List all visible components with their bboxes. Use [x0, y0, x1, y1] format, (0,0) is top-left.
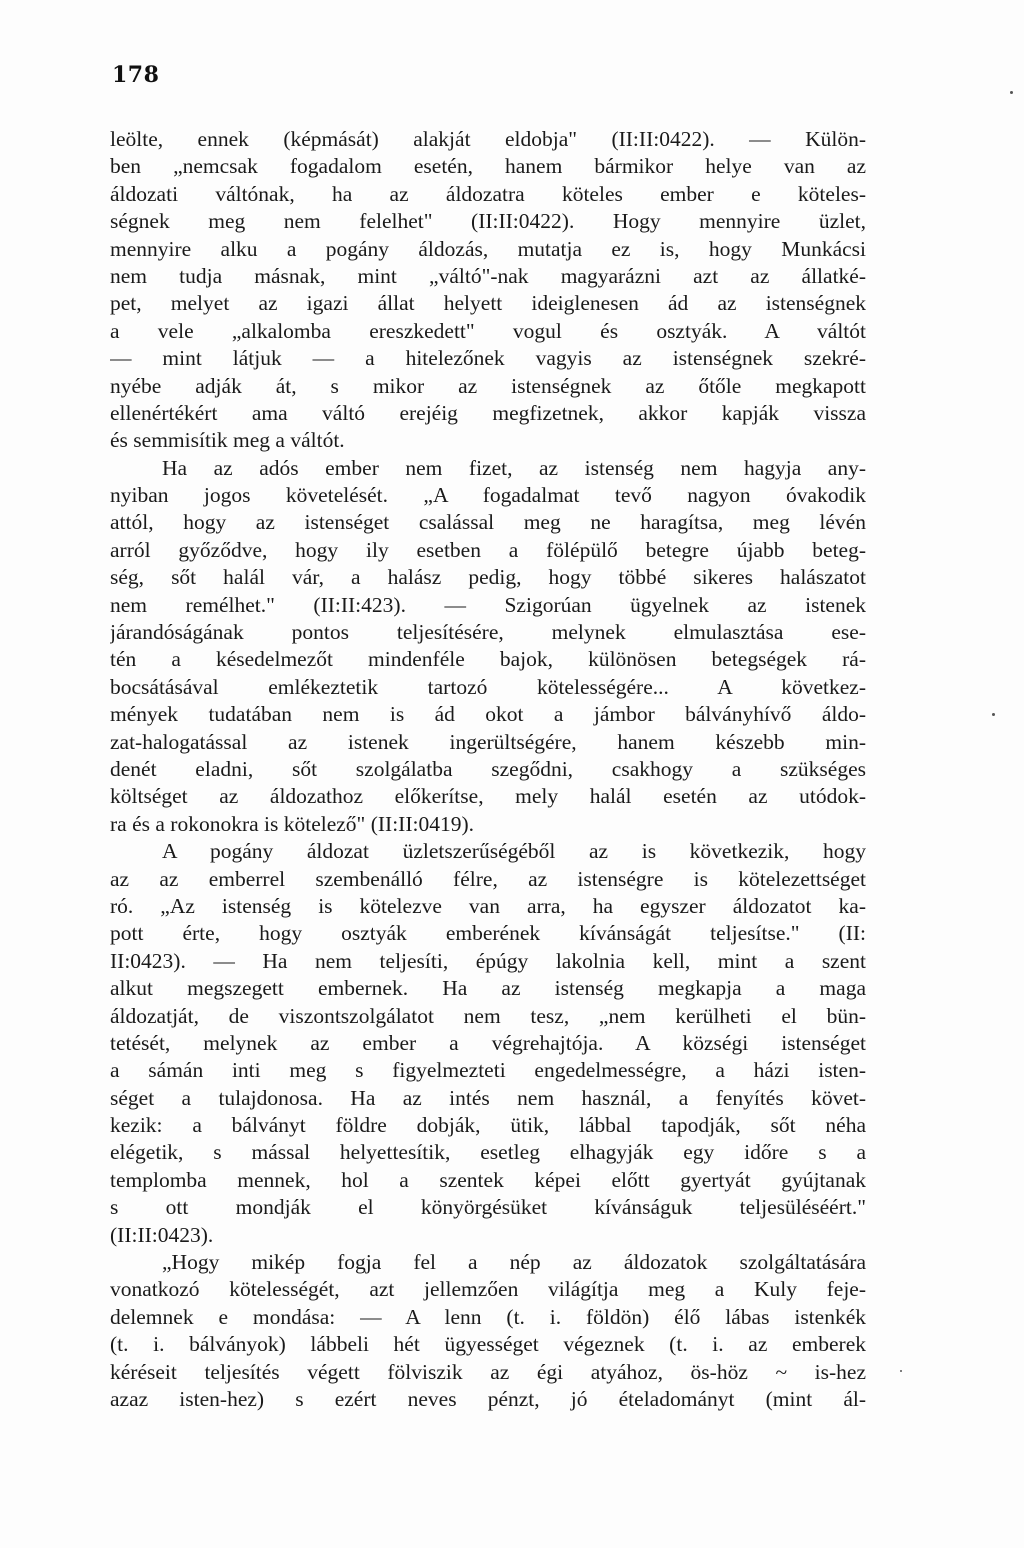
- text-line: azaz isten-hez) s ezért neves pénzt, jó ételadományt (mint ál-: [110, 1386, 866, 1411]
- text-line: és semmisítik meg a váltót.: [110, 428, 345, 453]
- text-line: a vele „alkalomba ereszkedett" vogul és osztyák. A váltót: [110, 318, 866, 343]
- text-line: leölte, ennek (képmását) alakját eldobja" (II:II:0422). — Külön-: [110, 127, 866, 151]
- text-line: — mint látjuk — a hitelezőnek vagyis az istenségnek szekré-: [110, 346, 866, 371]
- text-line: ró. „Az istenség is kötelezve van arra, ha egyszer áldozatot ka-: [110, 893, 866, 918]
- paragraph-start-line: Ha az adós ember nem fizet, az istenség nem hagyja any-: [162, 455, 866, 480]
- text-line: II:0423). — Ha nem teljesíti, épúgy lakolnia kell, mint a szent: [110, 948, 866, 973]
- text-line: nyébe adják át, s mikor az istenségnek az őtőle megkapott: [110, 373, 866, 398]
- print-speck: [992, 713, 995, 716]
- paragraph-start-line: „Hogy mikép fogja fel a nép az áldozatok szolgáltatására: [162, 1250, 866, 1275]
- text-line: delemnek e mondása: — A lenn (t. i. földön) élő lábas istenkék: [110, 1304, 866, 1329]
- text-line: tetését, melynek az ember a végrehajtója. A községi istenséget: [110, 1030, 866, 1055]
- text-line: arról győződve, hogy ily esetben a fölépülő betegre újabb beteg-: [110, 537, 866, 562]
- print-speck: [1010, 91, 1013, 94]
- text-line: (t. i. bálványok) lábbeli hét ügyességet végeznek (t. i. az emberek: [110, 1332, 866, 1357]
- text-line: vonatkozó kötelességét, azt jellemzően világítja meg a Kuly feje-: [110, 1277, 866, 1302]
- body-text: [110, 126, 866, 1413]
- text-line: mények tudatában nem is ád okot a jámbor bálványhívő áldo-: [110, 702, 866, 727]
- text-line: a sámán inti meg s figyelmezteti engedelmességre, a házi isten-: [110, 1058, 866, 1083]
- text-line: attól, hogy az istenséget csalással meg ne haragítsa, meg lévén: [110, 510, 866, 535]
- text-line: kéréseit teljesítés végett fölviszik az égi atyához, ös-höz ~ is-hez: [110, 1359, 866, 1384]
- text-line: járandóságának pontos teljesítésére, melynek elmulasztása ese-: [110, 620, 866, 645]
- text-line: mennyire alku a pogány áldozás, mutatja ez is, hogy Munkácsi: [110, 236, 866, 261]
- text-line: nem tudja másnak, mint „váltó"-nak magyarázni azt az állatké-: [110, 263, 866, 288]
- text-line: nem remélhet." (II:II:423). — Szigorúan ügyelnek az istenek: [110, 592, 866, 617]
- text-line: zat-halogatással az istenek ingerültségére, hanem készebb min-: [110, 729, 866, 754]
- text-line: pott érte, hogy osztyák emberének kívánságát teljesítse." (II:: [110, 921, 866, 946]
- text-line: nyiban jogos követelését. „A fogadalmat tevő nagyon óvakodik: [110, 483, 866, 508]
- text-line: templomba mennek, hol a szentek képei előtt gyertyát gyújtanak: [110, 1167, 866, 1192]
- page-number: 178: [112, 62, 160, 88]
- text-line: tén a késedelmezőt mindenféle bajok, különösen betegségek rá-: [110, 647, 866, 672]
- text-line: s ott mondják el könyörgésüket kívánságuk teljesüléséért.": [110, 1195, 866, 1220]
- text-line: ségnek meg nem felelhet" (II:II:0422). Hogy mennyire üzlet,: [110, 209, 866, 234]
- text-line: az az emberrel szembenálló félre, az istenségre is kötelezettséget: [110, 866, 866, 891]
- text-line: ra és a rokonokra is kötelező" (II:II:0419).: [110, 811, 474, 836]
- text-line: (II:II:0423).: [110, 1222, 214, 1247]
- text-line: kezik: a bálványt földre dobják, ütik, lábbal tapodják, sőt néha: [110, 1113, 866, 1138]
- text-line: denét eladni, sőt szolgálatba szegődni, csakhogy a szükséges: [110, 756, 866, 781]
- text-line: pet, melyet az igazi állat helyett ideiglenesen ád az istenségnek: [110, 291, 866, 316]
- text-line: elégetik, s mással helyettesítik, esetleg elhagyják egy időre s a: [110, 1140, 866, 1165]
- text-line: áldozatját, de viszontszolgálatot nem tesz, „nem kerülheti el bün-: [110, 1003, 866, 1028]
- text-line: bocsátásával emlékeztetik tartozó kötelességére... A következ-: [110, 674, 866, 699]
- text-line: ellenértékért ama váltó erejéig megfizetnek, akkor kapják vissza: [110, 400, 866, 425]
- paragraph-start-line: A pogány áldozat üzletszerűségéből az is következik, hogy: [162, 839, 866, 864]
- print-speck: [900, 1370, 902, 1372]
- text-line: ség, sőt halál vár, a halász pedig, hogy többé sikeres halászatot: [110, 565, 866, 590]
- text-line: áldozati váltónak, ha az áldozatra köteles ember e köteles-: [110, 181, 866, 206]
- text-line: séget a tulajdonosa. Ha az intés nem használ, a fenyítés követ-: [110, 1085, 866, 1110]
- text-line: alkut megszegett embernek. Ha az istenség megkapja a maga: [110, 976, 866, 1001]
- text-line: ben „nemcsak fogadalom esetén, hanem bármikor helye van az: [110, 154, 866, 179]
- text-line: költséget az áldozathoz előkerítse, mely halál esetén az utódok-: [110, 784, 866, 809]
